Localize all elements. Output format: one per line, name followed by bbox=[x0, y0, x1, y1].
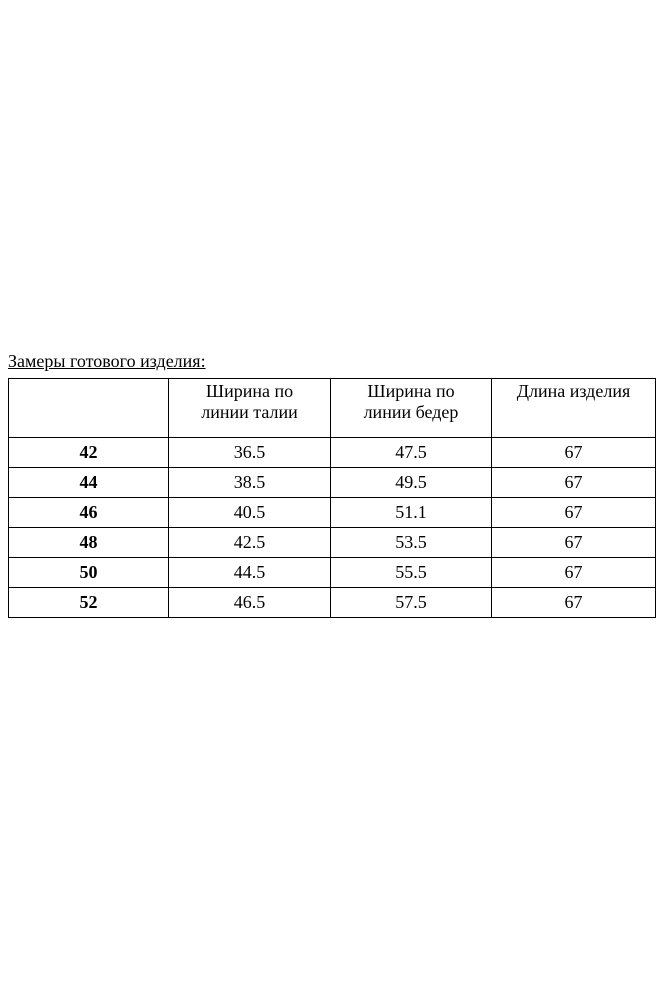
size-cell: 46 bbox=[9, 498, 169, 528]
table-row bbox=[9, 438, 656, 468]
hips-cell: 55.5 bbox=[331, 558, 492, 588]
header-product-length: Длина изделия bbox=[492, 379, 656, 438]
table-row bbox=[9, 468, 656, 498]
waist-cell: 42.5 bbox=[169, 528, 331, 558]
length-cell: 67 bbox=[492, 588, 656, 618]
length-cell: 67 bbox=[492, 498, 656, 528]
waist-cell: 40.5 bbox=[169, 498, 331, 528]
length-cell: 67 bbox=[492, 528, 656, 558]
size-cell: 42 bbox=[9, 438, 169, 468]
hips-cell: 57.5 bbox=[331, 588, 492, 618]
table-row bbox=[9, 498, 656, 528]
table-header-row bbox=[9, 379, 656, 438]
header-hip-line-2: линии бедер bbox=[363, 402, 459, 422]
size-cell: 44 bbox=[9, 468, 169, 498]
hips-cell: 49.5 bbox=[331, 468, 492, 498]
table-row bbox=[9, 528, 656, 558]
header-waist-width bbox=[169, 379, 331, 438]
length-cell: 67 bbox=[492, 468, 656, 498]
measurements-table bbox=[8, 378, 656, 618]
table-row bbox=[9, 558, 656, 588]
length-cell: 67 bbox=[492, 558, 656, 588]
waist-cell: 46.5 bbox=[169, 588, 331, 618]
size-cell: 48 bbox=[9, 528, 169, 558]
table-row bbox=[9, 588, 656, 618]
waist-cell: 38.5 bbox=[169, 468, 331, 498]
waist-cell: 44.5 bbox=[169, 558, 331, 588]
size-cell: 50 bbox=[9, 558, 169, 588]
hips-cell: 51.1 bbox=[331, 498, 492, 528]
hips-cell: 47.5 bbox=[331, 438, 492, 468]
header-empty-cell bbox=[9, 379, 169, 438]
length-cell: 67 bbox=[492, 438, 656, 468]
waist-cell: 36.5 bbox=[169, 438, 331, 468]
header-waist-line-2: линии талии bbox=[201, 402, 298, 422]
header-hip-width bbox=[331, 379, 492, 438]
size-cell: 52 bbox=[9, 588, 169, 618]
hips-cell: 53.5 bbox=[331, 528, 492, 558]
header-hip-line-1: Ширина по bbox=[367, 381, 455, 401]
table-caption: Замеры готового изделия: bbox=[8, 351, 206, 371]
header-waist-line-1: Ширина по bbox=[205, 381, 294, 401]
